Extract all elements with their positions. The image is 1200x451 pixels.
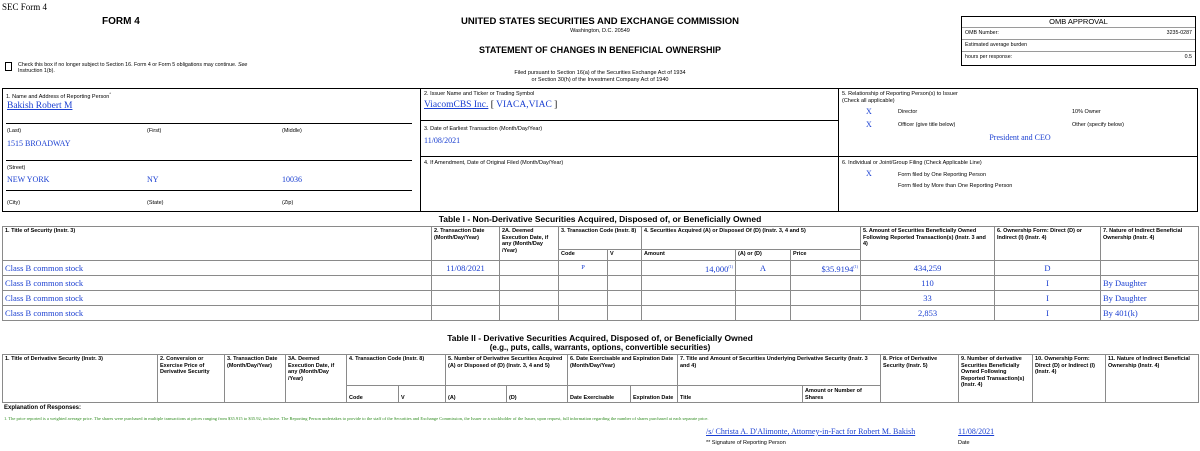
director-mark: X [866,107,872,116]
box5-label: 5. Relationship of Reporting Person(s) to Issuer (Check all applicable) [842,91,958,104]
t2-head-underlying-title: Title [678,386,803,403]
table-row [3,306,1199,321]
row-code [559,276,608,291]
t2-head-date-exercisable: Date Exercisable [568,386,631,403]
row-code [559,291,608,306]
t1-head-v: V [608,250,642,261]
t2-head-v: V [399,386,446,403]
table1-title: Table I - Non-Derivative Securities Acquired, Disposed of, or Beneficially Owned [438,214,762,224]
more-persons-label: Form filed by More than One Reporting Person [898,183,1013,189]
table-row [3,291,1199,306]
row-ad: A [736,261,791,276]
state-label: (State) [147,200,164,206]
t2-head-price: 8. Price of Derivative Security (Instr. 5) [881,355,959,403]
t1-head-code: 3. Transaction Code (Instr. 8) [559,227,642,250]
row-v [608,306,642,321]
city-value: NEW YORK [7,175,50,184]
row-owned: 434,259 [861,261,995,276]
row-price [791,276,861,291]
t2-head-date: 3. Transaction Date (Month/Day/Year) [225,355,286,403]
table1-non-derivative [2,226,1199,321]
row-deemed [500,261,559,276]
other-label: Other (specify below) [1072,122,1124,128]
signature-date: 11/08/2021 [958,427,995,436]
t2-head-a: (A) [446,386,507,403]
officer-label: Officer (give title below) [898,122,956,128]
city-label: (City) [7,200,21,206]
agency-title: UNITED STATES SECURITIES AND EXCHANGE COMMISSION [461,16,739,27]
row-amount [642,291,736,306]
filed-line-2: or Section 30(h) of the Investment Company Act of 1940 [531,77,669,83]
table2-title: Table II - Derivative Securities Acquired, Disposed of, or Beneficially Owned [447,333,753,343]
last-label: (Last) [7,128,22,134]
row-form: I [995,276,1101,291]
first-label: (First) [147,128,162,134]
row-v [608,276,642,291]
one-person-mark: X [866,169,872,178]
box4-label: 4. If Amendment, Date of Original Filed (Month/Day/Year) [424,160,564,166]
row-price: $35.9194$^{(1)}$ [791,261,861,276]
row-ad [736,291,791,306]
row-deemed [500,276,559,291]
row-form: I [995,291,1101,306]
row-price [791,306,861,321]
t1-head-date: 2. Transaction Date (Month/Day/Year) [432,227,500,261]
omb-title: OMB APPROVAL [962,17,1195,28]
middle-label: (Middle) [282,128,302,134]
row-nature: By Daughter [1101,291,1199,306]
reporting-person-name-link[interactable]: Bakish Robert M [7,101,73,111]
row-owned: 33 [861,291,995,306]
table-row [3,261,1199,276]
zip-label: (Zip) [282,200,294,206]
one-person-label: Form filed by One Reporting Person [898,172,987,178]
t1-head-deemed: 2A. Deemed Execution Date, if any (Month/Day /Year) [500,227,559,261]
row-amount [642,276,736,291]
row-date [432,276,500,291]
table2-subtitle: (e.g., puts, calls, warrants, options, convertible securities) [489,343,711,352]
row-amount [642,306,736,321]
omb-hours-label: hours per response: [965,54,1013,60]
row-amount: 14,000$^{(1)}$ [642,261,736,276]
row-deemed [500,291,559,306]
row-owned: 2,853 [861,306,995,321]
omb-number-value: 3235-0287 [1166,30,1192,36]
officer-mark: X [866,120,872,129]
t2-head-underlying: 7. Title and Amount of Securities Underlying Derivative Security (Instr. 3 and 4) [678,355,881,386]
t1-head-title: 1. Title of Security (Instr. 3) [3,227,432,261]
director-label: Director [898,109,918,115]
t2-head-code-sub: Code [347,386,399,403]
t2-head-title: 1. Title of Derivative Security (Instr. 3) [3,355,158,403]
t2-head-owned: 9. Number of derivative Securities Beneficially Owned Following Reported Transaction(s) (Instr. 4) [959,355,1033,403]
box2-label: 2. Issuer Name and Ticker or Trading Symbol [424,91,535,97]
form-title: FORM 4 [102,16,140,27]
agency-city: Washington, D.C. 20549 [570,28,630,34]
issuer-line: ViacomCBS Inc. [ VIACA,VIAC ] [424,100,558,110]
row-code [559,306,608,321]
row-title: Class B common stock [3,276,432,291]
checkbox-instruction: Check this box if no longer subject to Section 16. Form 4 or Form 5 obligations may continue. See Instruction 1(b). [18,62,248,74]
t1-head-code-sub: Code [559,250,608,261]
t2-head-deemed: 3A. Deemed Execution Date, if any (Month/Day /Year) [286,355,347,403]
t2-head-d: (D) [507,386,568,403]
row-title: Class B common stock [3,291,432,306]
sec-form-label: SEC Form 4 [2,2,48,12]
zip-value: 10036 [282,175,302,184]
street-label: (Street) [7,165,26,171]
omb-hours-value: 0.5 [1184,54,1192,60]
row-nature: By Daughter [1101,276,1199,291]
t2-head-form: 10. Ownership Form: Direct (D) or Indirect (I) (Instr. 4) [1033,355,1106,403]
t2-head-nature: 11. Nature of Indirect Beneficial Ownership (Instr. 4) [1106,355,1199,403]
date-label: Date [958,440,970,446]
table-row [3,276,1199,291]
no-longer-subject-checkbox[interactable] [5,62,12,71]
street-value: 1515 BROADWAY [7,139,71,148]
row-date: 11/08/2021 [432,261,500,276]
t1-head-owned: 5. Amount of Securities Beneficially Owned Following Reported Transaction(s) (Instr. 3 and 4) [861,227,995,261]
table2-derivative [2,354,1199,403]
row-v [608,261,642,276]
t2-head-underlying-amount: Amount or Number of Shares [803,386,881,403]
row-title: Class B common stock [3,261,432,276]
issuer-name-link[interactable]: ViacomCBS Inc. [424,100,489,110]
row-title: Class B common stock [3,306,432,321]
row-nature: By 401(k) [1101,306,1199,321]
omb-burden-label: Estimated average burden [962,40,1195,52]
explanation-title: Explanation of Responses: [4,405,82,411]
t2-head-number: 5. Number of Derivative Securities Acquired (A) or Disposed of (D) (Instr. 3, 4 and 5) [446,355,568,386]
t1-head-acquired: 4. Securities Acquired (A) or Disposed Of (D) (Instr. 3, 4 and 5) [642,227,861,250]
row-date [432,306,500,321]
omb-approval-box [961,16,1196,66]
row-form: I [995,306,1101,321]
row-nature [1101,261,1199,276]
row-price [791,291,861,306]
ten-pct-owner-label: 10% Owner [1072,109,1101,115]
ticker-symbol: VIACA,VIAC [496,100,552,110]
row-date [432,291,500,306]
t1-head-nature: 7. Nature of Indirect Beneficial Ownership (Instr. 4) [1101,227,1199,261]
signature-link[interactable]: /s/ Christa A. D'Alimonte, Attorney-in-Fact for Robert M. Bakish [706,427,916,436]
row-deemed [500,306,559,321]
t2-head-exercisable: 6. Date Exercisable and Expiration Date (Month/Day/Year) [568,355,678,386]
row-ad [736,276,791,291]
row-v [608,291,642,306]
officer-title: President and CEO [989,133,1051,142]
box1-label: 1. Name and Address of Reporting Person* [6,91,111,100]
earliest-transaction-date: 11/08/2021 [424,136,461,145]
footnote-1: 1. The price reported is a weighted average price. The shares were purchased in multiple transactions at prices ranging from $35.915 to $35.92, inclusive. The Reporting Person undertakes to provide to the staff of the Securities and Exchange Commission, the Issuer or a stockholder of the Issuer, upon request, full information regarding the number of shares purchased at each separate price. [4,416,709,421]
statement-title: STATEMENT OF CHANGES IN BENEFICIAL OWNERSHIP [478,45,721,55]
t1-head-amount: Amount [642,250,736,261]
t2-head-code: 4. Transaction Code (Instr. 8) [347,355,446,386]
t2-head-conversion: 2. Conversion or Exercise Price of Derivative Security [158,355,225,403]
state-value: NY [147,175,159,184]
box6-label: 6. Individual or Joint/Group Filing (Check Applicable Line) [842,160,982,166]
row-owned: 110 [861,276,995,291]
row-code: P [559,261,608,276]
t1-head-price: Price [791,250,861,261]
row-ad [736,306,791,321]
box3-label: 3. Date of Earliest Transaction (Month/Day/Year) [424,126,543,132]
t1-head-ad: (A) or (D) [736,250,791,261]
filed-line-1: Filed pursuant to Section 16(a) of the Securities Exchange Act of 1934 [514,70,686,76]
signature-label: ** Signature of Reporting Person [706,440,786,446]
t1-head-form: 6. Ownership Form: Direct (D) or Indirect (I) (Instr. 4) [995,227,1101,261]
row-form: D [995,261,1101,276]
t2-head-expiration: Expiration Date [631,386,678,403]
omb-number-label: OMB Number: [965,30,999,36]
